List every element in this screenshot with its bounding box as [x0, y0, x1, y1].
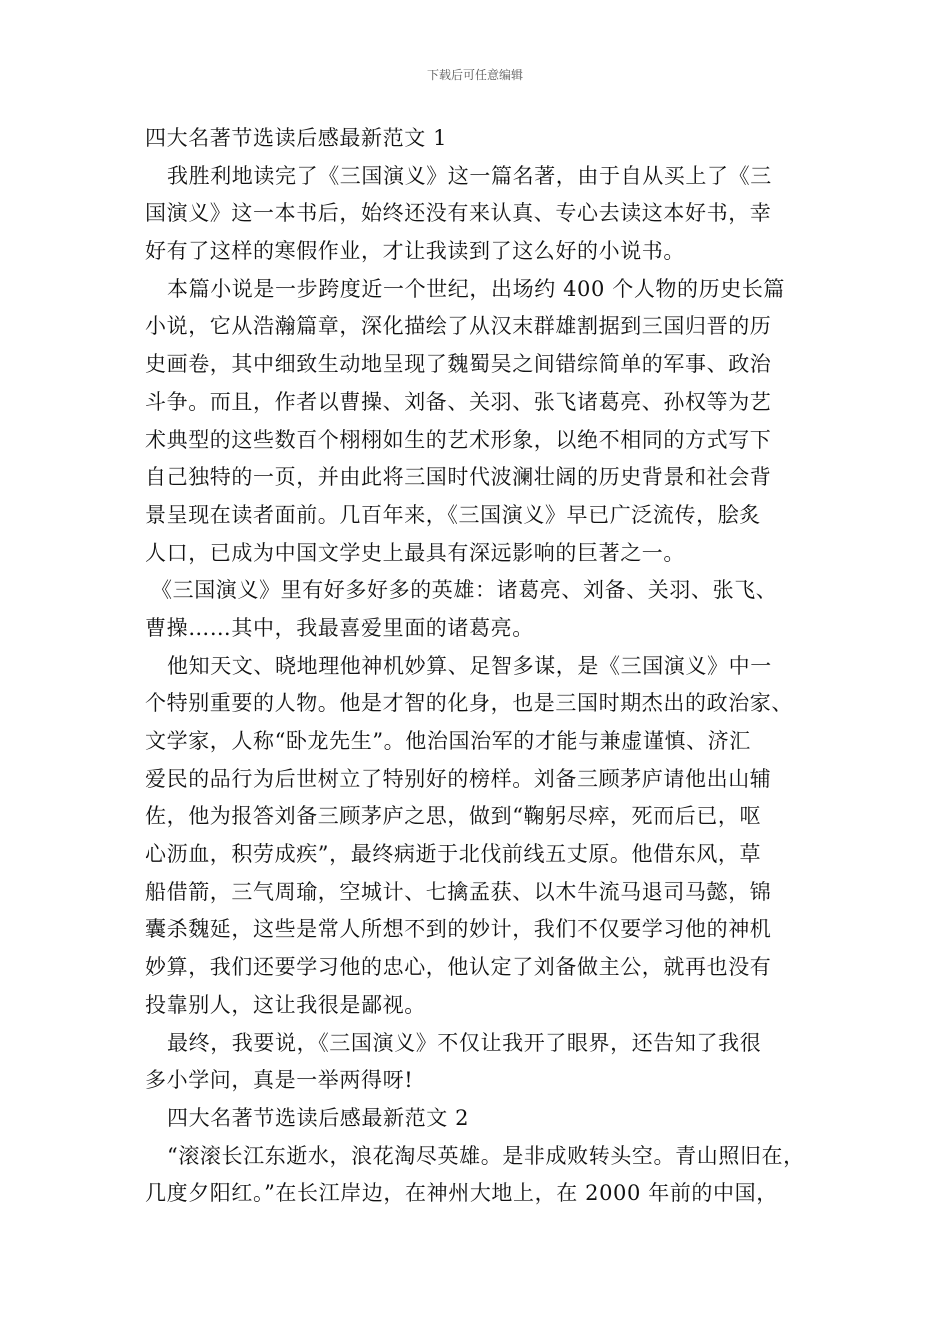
paragraph-line: 妙算，我们还要学习他的忠心，他认定了刘备做主公，就再也没有	[145, 955, 772, 980]
paragraph-line: “滚滚长江东逝水，浪花淘尽英雄。是非成败转头空。青山照旧在，	[167, 1143, 805, 1168]
section-title-2: 四大名著节选读后感最新范文 2	[167, 1105, 470, 1130]
paragraph-line: 投靠别人，这让我很是鄙视。	[145, 992, 426, 1017]
paragraph-line: 斗争。而且，作者以曹操、刘备、关羽、张飞诸葛亮、孙权等为艺	[145, 389, 772, 414]
paragraph-line: 文学家，人称“卧龙先生”。他治国治军的才能与兼虚谨慎、济汇	[145, 729, 751, 753]
paragraph-line: 本篇小说是一步跨度近一个世纪，出场约 400 个人物的历史长篇	[167, 276, 786, 301]
paragraph-line: 船借箭，三气周瑜，空城计、七擒孟获、以木牛流马退司马懿，锦	[145, 879, 772, 904]
paragraph-line: 景呈现在读者面前。几百年来，《三国演义》早已广泛流传，脍炙	[145, 502, 761, 527]
paragraph-line: 我胜利地读完了《三国演义》这一篇名著，由于自从买上了《三	[167, 163, 772, 188]
paragraph-line: 好有了这样的寒假作业，才让我读到了这么好的小说书。	[145, 239, 685, 264]
page-header: 下载后可任意编辑	[426, 68, 523, 82]
paragraph-line: 佐，他为报答刘备三顾茅庐之思，做到“鞠躬尽瘁，死而后已，呕	[145, 804, 762, 829]
paragraph-line: 术典型的这些数百个栩栩如生的艺术形象，以绝不相同的方式写下	[145, 427, 772, 452]
paragraph-line: 人口，已成为中国文学史上最具有深远影响的巨著之一。	[145, 540, 685, 565]
paragraph-line: 囊杀魏延，这些是常人所想不到的妙计，我们不仅要学习他的神机	[145, 917, 772, 942]
document-body	[145, 120, 825, 1213]
paragraph-line: 史画卷，其中细致生动地呈现了魏蜀吴之间错综简单的军事、政治	[145, 352, 772, 377]
paragraph-line: 最终，我要说，《三国演义》不仅让我开了眼界，还告知了我很	[167, 1030, 762, 1055]
paragraph-line: 他知天文、晓地理他神机妙算、足智多谋，是《三国演义》中一	[167, 653, 772, 678]
paragraph-line: 爱民的品行为后世树立了特别好的榜样。刘备三顾茅庐请他出山辅	[145, 766, 772, 791]
paragraph-line: 曹操……其中，我最喜爱里面的诸葛亮。	[145, 615, 534, 640]
paragraph-line: 自己独特的一页，并由此将三国时代波澜壮阔的历史背景和社会背	[145, 465, 772, 490]
paragraph-line: 《三国演义》里有好多好多的英雄：诸葛亮、刘备、关羽、张飞、	[151, 578, 778, 603]
paragraph-line: 多小学问，真是一举两得呀!	[145, 1068, 414, 1093]
paragraph-line: 心沥血，积劳成疾”，最终病逝于北伐前线五丈原。他借东风，草	[145, 842, 762, 867]
paragraph-line: 小说，它从浩瀚篇章，深化描绘了从汉末群雄割据到三国归晋的历	[145, 314, 772, 339]
paragraph-line: 几度夕阳红。”在长江岸边，在神州大地上，在 2000 年前的中国，	[145, 1181, 778, 1206]
paragraph-line: 国演义》这一本书后，始终还没有来认真、专心去读这本好书，幸	[145, 201, 772, 226]
section-title-1: 四大名著节选读后感最新范文 1	[145, 126, 448, 150]
paragraph-line: 个特别重要的人物。他是才智的化身，也是三国时期杰出的政治家、	[145, 691, 793, 716]
